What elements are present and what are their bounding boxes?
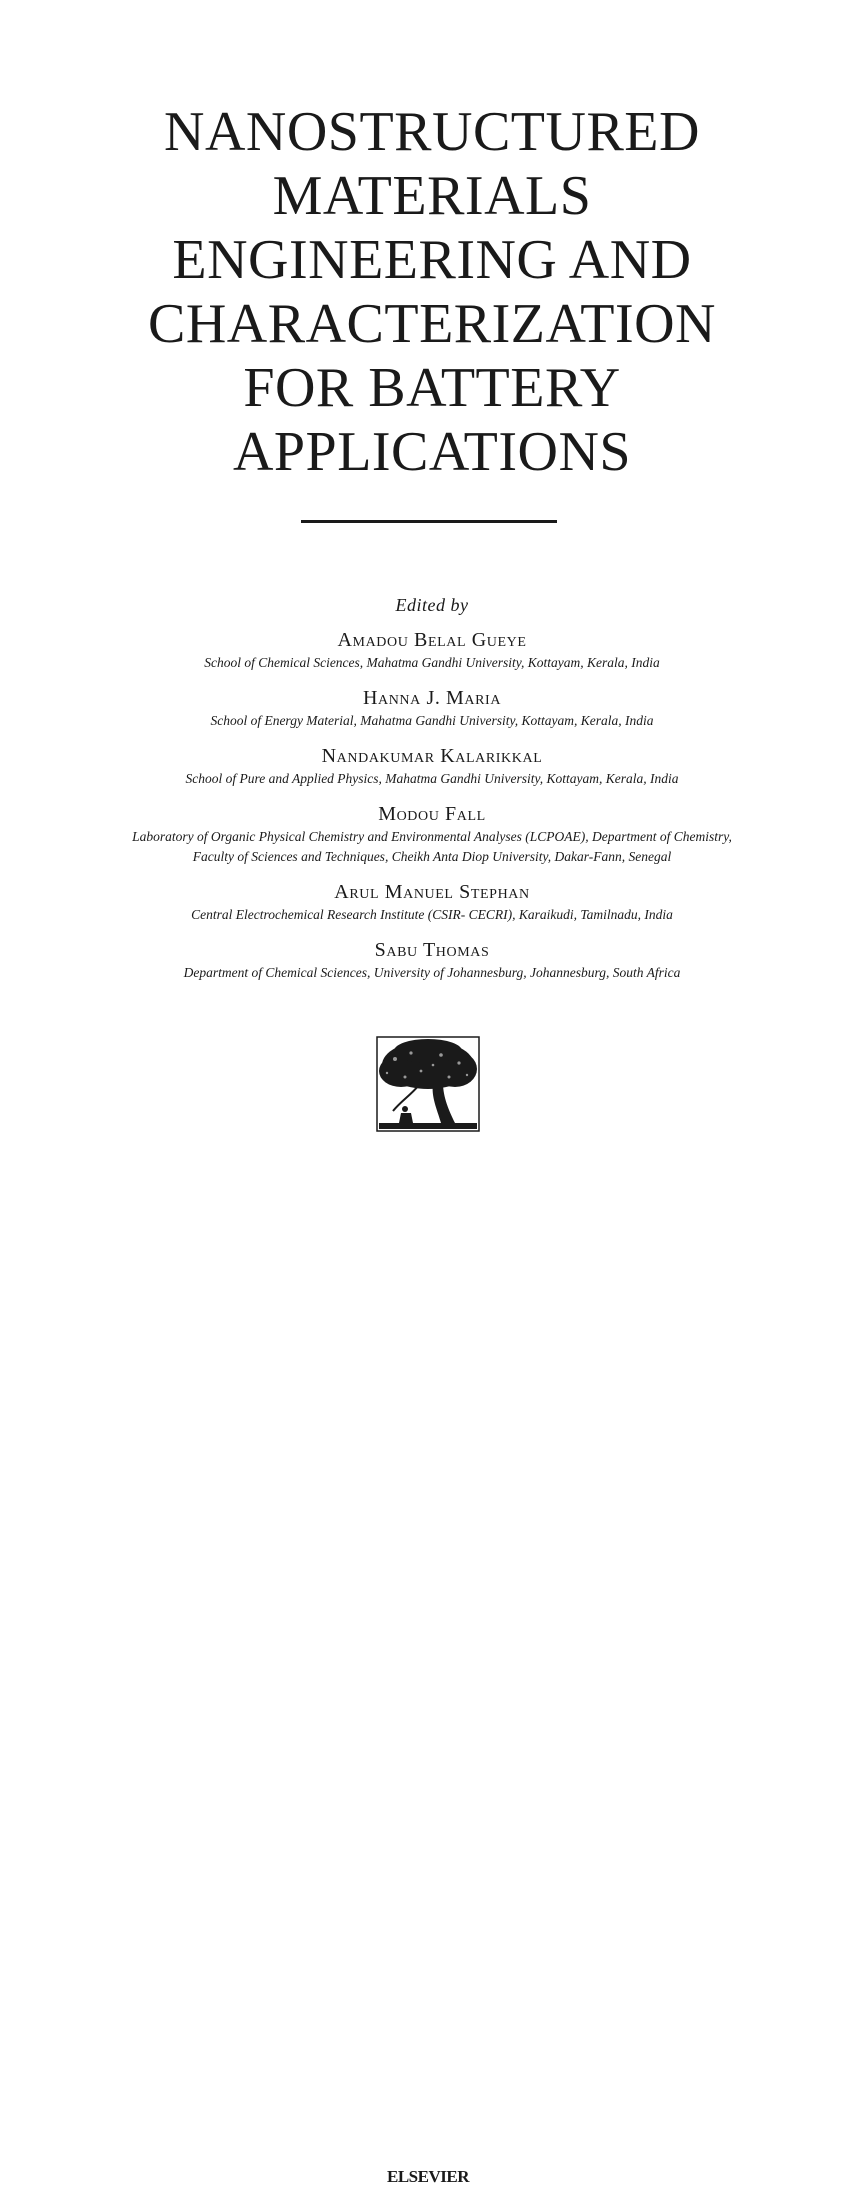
editor-name: Sabu Thomas [374, 939, 490, 961]
editor-entry [0, 879, 864, 925]
editor-name: Arul Manuel Stephan [334, 881, 530, 903]
title-line-4: CHARACTERIZATION [148, 293, 716, 355]
edited-by-label: Edited by [395, 595, 469, 615]
editor-name: Nandakumar Kalarikkal [321, 745, 543, 767]
title-line-5: FOR BATTERY [243, 357, 621, 419]
editor-entry [0, 743, 864, 789]
editor-name: Hanna J. Maria [362, 687, 502, 709]
editor-affiliation: Central Electrochemical Research Institute (CSIR- CECRI), Karaikudi, Tamilnadu, India [191, 907, 673, 922]
title-line-2: MATERIALS [272, 165, 592, 227]
editor-entry [0, 801, 864, 867]
publisher-wordmark: ELSEVIER [387, 2167, 469, 2186]
editors-section [0, 593, 864, 995]
title-line-6: APPLICATIONS [232, 421, 632, 483]
editor-entry [0, 627, 864, 673]
editor-entry [0, 685, 864, 731]
title-line-1: NANOSTRUCTURED [164, 101, 700, 163]
editor-entry [0, 937, 864, 983]
editor-affiliation: School of Pure and Applied Physics, Mahatma Gandhi University, Kottayam, Kerala, India [185, 771, 679, 786]
elsevier-tree-logo-icon [371, 1035, 485, 1135]
editor-name: Amadou Belal Gueye [337, 629, 527, 651]
editor-name: Modou Fall [378, 803, 486, 825]
editor-affiliation: Laboratory of Organic Physical Chemistry and Environmental Analyses (LCPOAE), Department of Chemistry, Faculty of Sciences and Techniques, Cheikh Anta Diop University, Dakar-Fann, Senegal [132, 829, 732, 864]
title-divider [301, 520, 557, 523]
editor-affiliation: School of Chemical Sciences, Mahatma Gandhi University, Kottayam, Kerala, India [204, 655, 660, 670]
publisher-logo [371, 1035, 485, 2186]
book-title [0, 100, 864, 484]
editor-affiliation: Department of Chemical Sciences, University of Johannesburg, Johannesburg, South Africa [183, 965, 681, 980]
title-line-3: ENGINEERING AND [172, 229, 692, 291]
editor-affiliation: School of Energy Material, Mahatma Gandhi University, Kottayam, Kerala, India [210, 713, 654, 728]
